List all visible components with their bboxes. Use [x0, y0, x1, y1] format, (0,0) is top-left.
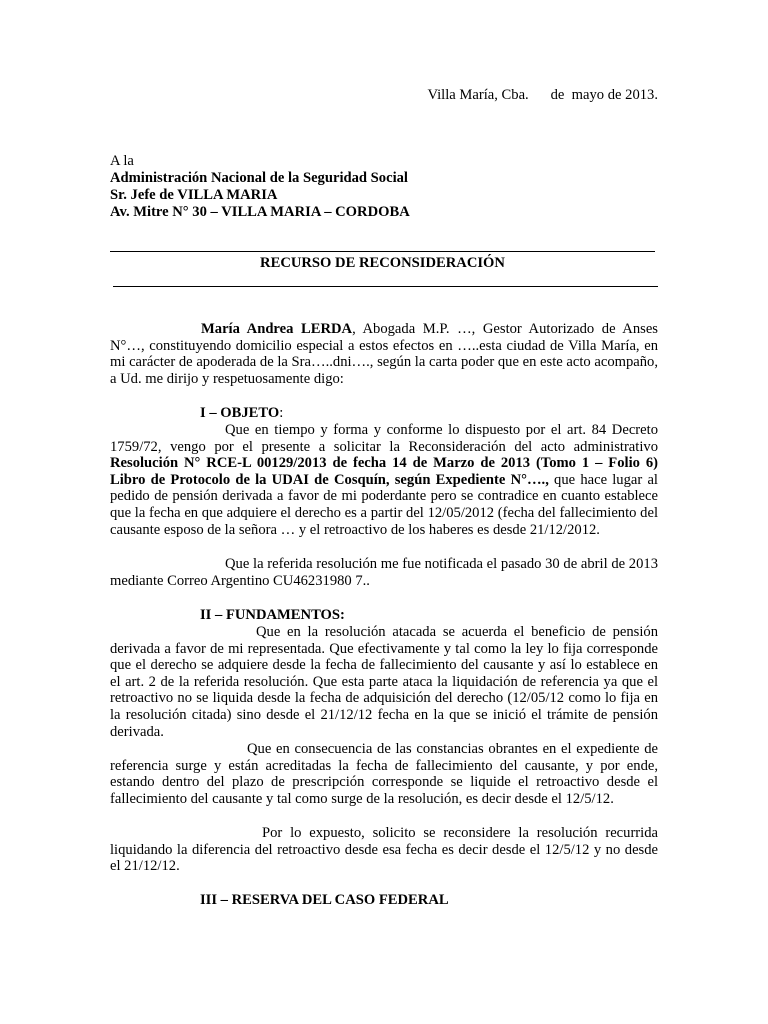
objeto-paragraph-2	[110, 556, 658, 589]
fundamentos-p3: Por lo expuesto, solicito se reconsidere la resolución recurrida liquidando la diferencia del retroactivo desde esa fecha es decir desde el 12/5/12 y no desde el 21/12/12.	[110, 825, 658, 875]
fundamentos-p1: Que en la resolución atacada se acuerda el beneficio de pensión derivada a favor de mi representada. Que efectivamente y tal como la ley lo fija corresponde que el derecho se adquiere desde la fecha de fallecimiento del causante y así lo establece en el art. 2 de la referida resolución. Que esta parte ataca la liquidación de referencia ya que el retroactivo no se liquida desde la fecha de adquisición del derecho (12/05/12 como lo fija en la resolución citada) sino desde el 21/12/12 fecha en la que se inició el trámite de pensión derivada.	[110, 624, 658, 740]
section-heading-objeto	[200, 405, 283, 422]
recipient-to: A la	[110, 153, 134, 169]
intro-text: , Abogada M.P. …, Gestor Autorizado de Anses N°…, constituyendo domicilio especial a estos efectos en …..esta ciudad de Villa María, en mi carácter de apoderada de la Sra…..dni…., según la carta poder que en este acto acompaño, a Ud. me dirijo y respetuosamente digo:	[110, 321, 658, 387]
objeto-p1-end: que hace lugar al pedido de pensión derivada a favor de mi poderdante pero se contradice en cuanto establece que la fecha en que adquiere el derecho es a partir del 12/05/2012 (fecha del fallecimiento del causante esposo de la señora … y el retroactivo de los haberes es desde 21/12/2012.	[110, 471, 658, 538]
section-heading-fundamentos: II – FUNDAMENTOS:	[200, 607, 345, 623]
intro-paragraph	[110, 321, 658, 387]
lawyer-name: María Andrea LERDA	[201, 321, 353, 337]
objeto-p2: Que la referida resolución me fue notificada el pasado 30 de abril de 2013 mediante Correo Argentino CU46231980 7..	[110, 556, 658, 589]
recipient-block	[110, 153, 410, 221]
top-divider	[110, 251, 655, 252]
recipient-agency: Administración Nacional de la Seguridad Social	[110, 170, 408, 186]
recipient-address: Av. Mitre N° 30 – VILLA MARIA – CORDOBA	[110, 204, 410, 220]
bottom-divider	[113, 286, 658, 287]
fundamentos-p2: Que en consecuencia de las constancias obrantes en el expediente de referencia surge y están acreditadas la fecha de fallecimiento del causante, y por ende, estando dentro del plazo de prescripción corresponde se liquide el retroactivo desde el fallecimiento del causante y tal como surge de la resolución, es decir desde el 12/5/12.	[110, 741, 658, 807]
resolution-reference: Resolución N° RCE-L 00129/2013 de fecha 14 de Marzo de 2013 (Tomo 1 – Folio 6) Libro de Protocolo de la UDAI de Cosquín, según Expediente N°….,	[110, 455, 658, 488]
objeto-paragraph-1	[110, 422, 658, 538]
date-line: Villa María, Cba. de mayo de 2013.	[427, 87, 658, 103]
fundamentos-paragraph-3	[110, 825, 658, 875]
fundamentos-paragraph-2	[110, 741, 658, 807]
section1-heading-text: I – OBJETO	[200, 405, 280, 421]
recipient-chief: Sr. Jefe de VILLA MARIA	[110, 187, 278, 203]
objeto-p1-start: Que en tiempo y forma y conforme lo dispuesto por el art. 84 Decreto 1759/72, vengo por el presente a solicitar la Reconsideración del acto administrativo	[110, 422, 658, 455]
fundamentos-paragraph-1	[110, 624, 658, 740]
section1-heading-suffix: :	[279, 405, 284, 421]
document-title: RECURSO DE RECONSIDERACIÓN	[260, 255, 505, 271]
section-heading-reserva: III – RESERVA DEL CASO FEDERAL	[200, 892, 449, 908]
